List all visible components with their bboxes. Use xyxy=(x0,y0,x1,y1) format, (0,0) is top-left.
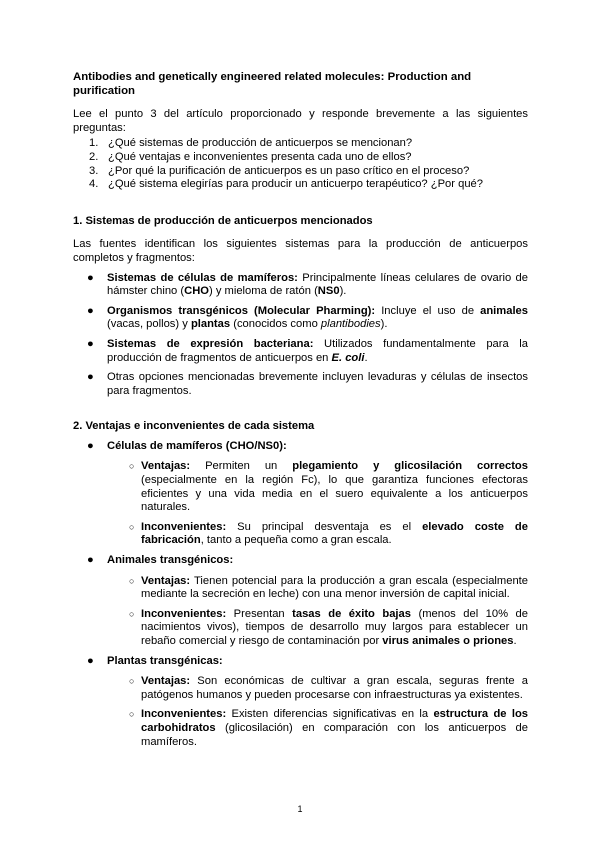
sub-item-text: . xyxy=(513,635,517,647)
sub-item-bold: elevado coste de fabricación xyxy=(141,520,528,547)
item-text: (conocidos como xyxy=(230,318,321,331)
sub-item-label: Ventajas: xyxy=(141,460,191,473)
sub-item-label: Inconvenientes: xyxy=(141,708,227,721)
item-bold: CHO xyxy=(184,285,209,298)
sub-item-text: Existen diferencias significativas en la xyxy=(226,708,434,721)
item-label: Sistemas de expresión bacteriana: xyxy=(107,337,314,350)
item-text: Incluye el uso de xyxy=(375,304,481,317)
item-bold: NS0 xyxy=(317,285,340,298)
sub-item-text: (glicosilación) en comparación con los anticuerpos de mamíferos. xyxy=(141,721,528,748)
sub-item-bold: estructura de los carbohidratos xyxy=(141,708,529,734)
sub-item-text: Presentan xyxy=(226,607,293,620)
question-text: ¿Qué sistemas de producción de anticuerpos se mencionan? xyxy=(108,137,413,150)
sub-item-disadvantages xyxy=(73,608,528,649)
sub-item-bold: plegamiento y glicosilación correctos xyxy=(292,460,528,473)
circle-bullet-icon: ○ xyxy=(129,676,135,687)
item-bold: animales xyxy=(480,304,528,317)
item-text: Principalmente líneas celulares de ovario de hámster chino ( xyxy=(107,271,528,298)
item-text: Otras opciones mencionadas brevemente incluyen levaduras y células de insectos para fragmentos. xyxy=(107,371,528,397)
sub-item-disadvantages xyxy=(73,521,528,548)
question-text: ¿Por qué la purificación de anticuerpos es un paso crítico en el proceso? xyxy=(108,164,470,177)
circle-bullet-icon: ○ xyxy=(129,575,135,586)
item-bold: plantas xyxy=(190,318,231,331)
intro-paragraph: Lee el punto 3 del artículo proporcionado y responde brevemente a las siguientes preguntas: xyxy=(73,108,528,134)
sub-item-bold: virus animales o priones xyxy=(382,635,514,647)
group-mammalian-cells xyxy=(73,440,528,548)
sub-list xyxy=(107,460,528,548)
bullet-icon: ● xyxy=(87,271,94,284)
question-item xyxy=(73,165,528,179)
sub-item-advantages xyxy=(73,675,528,702)
list-item-transgenic-organisms xyxy=(73,305,528,332)
document-title: Antibodies and genetically engineered related molecules: Production and purification xyxy=(73,71,472,97)
question-number: 1. xyxy=(89,137,99,150)
question-item xyxy=(73,151,528,165)
questions-list xyxy=(73,137,528,191)
bullet-icon: ● xyxy=(87,337,94,350)
list-item-other-options xyxy=(73,371,528,398)
question-item xyxy=(73,178,528,192)
sub-item-text: (especialmente en la región Fc), lo que garantiza funciones efectoras eficientes y una vida media en el suero equivalente a los anticuerpos naturales. xyxy=(141,474,528,514)
sub-list xyxy=(107,575,528,649)
circle-bullet-icon: ○ xyxy=(129,608,135,619)
item-text: ). xyxy=(380,318,388,331)
sub-item-advantages xyxy=(73,575,528,602)
bullet-icon: ● xyxy=(87,304,94,317)
group-label: Plantas transgénicas: xyxy=(107,654,223,667)
section-2-heading: 2. Ventajas e inconvenientes de cada sistema xyxy=(73,420,315,433)
item-text: (vacas, pollos) y xyxy=(107,318,191,331)
question-text: ¿Qué sistema elegirías para producir un anticuerpo terapéutico? ¿Por qué? xyxy=(108,178,483,191)
question-item xyxy=(73,137,528,151)
question-text: ¿Qué ventajas e inconvenientes presenta cada uno de ellos? xyxy=(108,150,412,163)
item-italic: plantibodies xyxy=(320,318,381,331)
item-label: Sistemas de células de mamíferos: xyxy=(107,271,298,284)
sub-item-advantages xyxy=(73,460,528,514)
item-text: ). xyxy=(339,285,347,298)
item-label: Organismos transgénicos (Molecular Pharming): xyxy=(107,304,376,317)
sub-item-text: Su principal desventaja es el xyxy=(226,520,423,533)
question-number: 3. xyxy=(89,164,99,177)
group-label: Animales transgénicos: xyxy=(107,554,234,567)
item-text: . xyxy=(364,351,368,364)
section-1-heading: 1. Sistemas de producción de anticuerpos mencionados xyxy=(73,214,373,227)
question-number: 2. xyxy=(89,150,99,163)
sub-item-disadvantages xyxy=(73,708,528,749)
sub-item-label: Inconvenientes: xyxy=(141,520,227,533)
sub-item-text: , tanto a pequeña como a gran escala. xyxy=(200,534,392,547)
group-transgenic-animals xyxy=(73,554,528,649)
sub-item-text: (menos del 10% de nacimientos vivos), tiempos de desarrollo muy largos para establecer un rebaño comercial y riesgo de contaminación por xyxy=(141,607,528,647)
circle-bullet-icon: ○ xyxy=(129,521,135,532)
bullet-icon: ● xyxy=(87,654,94,667)
item-text: Utilizados fundamentalmente para la producción de fragmentos de anticuerpos en xyxy=(107,337,528,364)
page-content xyxy=(73,71,528,755)
group-transgenic-plants xyxy=(73,655,528,750)
sub-list xyxy=(107,675,528,749)
sub-item-label: Inconvenientes: xyxy=(141,607,227,620)
list-item-mammalian-cells xyxy=(73,272,528,299)
circle-bullet-icon: ○ xyxy=(129,709,135,720)
sub-item-text: Permiten un xyxy=(190,460,293,473)
item-text: ) y mieloma de ratón ( xyxy=(208,285,318,298)
sub-item-label: Ventajas: xyxy=(141,574,191,587)
bullet-icon: ● xyxy=(87,554,94,567)
sub-item-label: Ventajas: xyxy=(141,675,191,688)
production-systems-list xyxy=(73,272,528,399)
sub-item-text: Tienen potencial para la producción a gran escala (especialmente mediante la secreción en leche) con una menor inversión de capital inicial. xyxy=(141,574,528,601)
item-bold-italic: E. coli xyxy=(331,351,365,364)
sub-item-text: Son económicas de cultivar a gran escala, seguras frente a patógenos humanos y pueden procesarse con infraestructuras ya existentes. xyxy=(141,675,528,701)
bullet-icon: ● xyxy=(87,439,94,452)
question-number: 4. xyxy=(89,178,99,191)
pros-cons-list xyxy=(73,440,528,749)
circle-bullet-icon: ○ xyxy=(129,461,135,472)
list-item-bacterial-expression xyxy=(73,338,528,365)
section-1-intro: Las fuentes identifican los siguientes sistemas para la producción de anticuerpos completos y fragmentos: xyxy=(73,238,528,264)
page-number: 1 xyxy=(297,804,303,814)
bullet-icon: ● xyxy=(87,371,94,384)
sub-item-bold: tasas de éxito bajas xyxy=(292,607,411,620)
group-label: Células de mamíferos (CHO/NS0): xyxy=(107,439,287,452)
